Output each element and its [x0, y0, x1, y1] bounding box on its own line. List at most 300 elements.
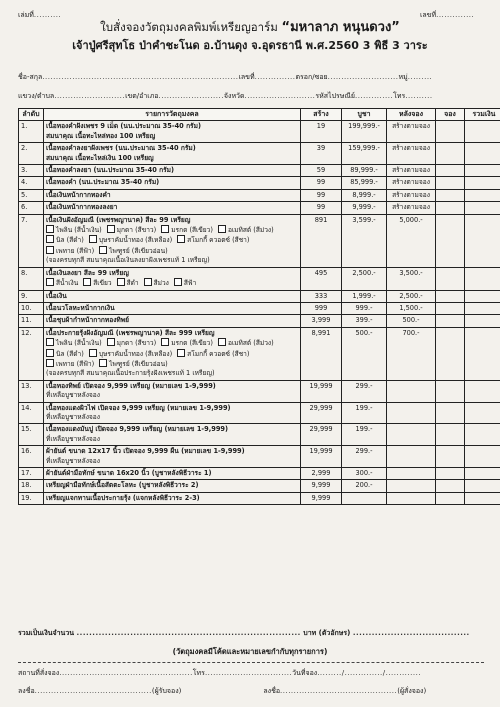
option-checkbox[interactable]: [218, 338, 274, 348]
row-item: [44, 327, 301, 380]
option-label: ไพฑูรย์ (สีเขียวอ่อน): [109, 359, 168, 368]
option-label: ไพฑูรย์ (สีเขียวอ่อน): [109, 246, 168, 255]
table-row: [19, 424, 500, 446]
postcode-label: รหัสไปรษณีย์: [315, 92, 355, 100]
place-label: สถานที่สั่งจอง: [18, 669, 60, 677]
subdistrict-label: แขวง/ตำบล: [18, 92, 55, 100]
checkbox-icon[interactable]: [144, 278, 152, 286]
item-options: [46, 278, 298, 288]
item-line: เนื้อนวโลหะหน้ากากเงิน: [46, 303, 115, 312]
book-number-label: เล่มที่: [18, 11, 34, 19]
place-input[interactable]: .................................................: [59, 669, 193, 677]
postcode-input[interactable]: ..............: [355, 92, 394, 100]
option-label: นิล (สีดำ): [56, 349, 84, 358]
row-after-price: [387, 480, 436, 492]
item-options: [46, 338, 298, 369]
row-total-input[interactable]: [465, 302, 500, 314]
row-total-input[interactable]: [465, 177, 500, 189]
option-label: มรกต (สีเขียว): [171, 339, 213, 348]
subdistrict-input[interactable]: ..........................: [54, 92, 126, 100]
row-total-input[interactable]: [465, 165, 500, 177]
row-booking-input[interactable]: [436, 402, 465, 424]
row-total-input[interactable]: [465, 315, 500, 327]
row-item: [44, 202, 301, 214]
customer-line-2: [18, 91, 482, 102]
item-line: เนื้อเงินหน้ากากทองคำ: [46, 190, 111, 199]
row-number: 12.: [19, 327, 44, 380]
row-quantity: 891: [301, 214, 342, 267]
total-amount-input[interactable]: .......................................................................: [76, 629, 301, 637]
table-header-row: [19, 109, 500, 121]
form-number-label: เลขที่: [420, 11, 437, 19]
checkbox-icon[interactable]: [83, 278, 91, 286]
table-row: [19, 177, 500, 189]
row-price: 500.-: [342, 327, 387, 380]
option-checkbox[interactable]: [46, 235, 84, 245]
option-label: มุกดา (สีขาว): [116, 339, 157, 348]
row-booking-input[interactable]: [436, 327, 465, 380]
row-item: [44, 492, 301, 504]
name-label: ชื่อ-สกุล: [18, 73, 43, 81]
option-checkbox[interactable]: [161, 225, 213, 235]
row-price: 200.-: [342, 480, 387, 492]
item-note: (จองครบทุกสี สมนาคุณเนื้อประกายรุ้งฝังเพชรแท้ 1 เหรียญ): [46, 369, 215, 378]
option-label: สีน้ำเงิน: [56, 279, 79, 288]
row-total-input[interactable]: [465, 143, 500, 165]
row-number: 17.: [19, 468, 44, 480]
row-item: [44, 380, 301, 402]
table-row: [19, 189, 500, 201]
row-item: [44, 402, 301, 424]
row-quantity: 19: [301, 121, 342, 143]
row-after-price: [387, 468, 436, 480]
booker-sign-input[interactable]: ...........................................: [280, 687, 398, 695]
option-label: อเมทิสต์ (สีม่วง): [227, 339, 274, 348]
receiver-sign-label: ลงชื่อ: [18, 687, 35, 695]
row-price: 3,599.-: [342, 214, 387, 267]
table-row: [19, 267, 500, 290]
col-header-book: จอง: [436, 109, 465, 121]
col-header-after: หลังจอง: [387, 109, 436, 121]
row-booking-input[interactable]: [436, 468, 465, 480]
title-prefix: ใบสั่งจองวัตถุมงคลพิมพ์เหรียญอาร์ม: [100, 20, 278, 34]
option-checkbox[interactable]: [144, 278, 169, 288]
option-label: เพทาย (สีฟ้า): [56, 246, 95, 255]
checkbox-icon[interactable]: [46, 338, 54, 346]
row-price: 89,999.-: [342, 165, 387, 177]
row-price: 300.-: [342, 468, 387, 480]
row-booking-input[interactable]: [436, 189, 465, 201]
option-label: มรกต (สีเขียว): [171, 226, 213, 235]
option-checkbox[interactable]: [46, 278, 78, 288]
checkbox-icon[interactable]: [46, 278, 54, 286]
row-total-input[interactable]: [465, 424, 500, 446]
row-price: 199,999.-: [342, 121, 387, 143]
checkbox-icon[interactable]: [117, 278, 125, 286]
row-item: [44, 165, 301, 177]
name-input[interactable]: ........................................................................: [42, 73, 239, 81]
row-quantity: 8,991: [301, 327, 342, 380]
row-quantity: 99: [301, 189, 342, 201]
checkbox-icon[interactable]: [89, 235, 97, 243]
row-item: [44, 468, 301, 480]
row-after-price: สร้างตามจอง: [387, 143, 436, 165]
table-row: [19, 165, 500, 177]
option-checkbox[interactable]: [174, 278, 196, 288]
row-price: 9,999.-: [342, 202, 387, 214]
row-item: [44, 143, 301, 165]
option-checkbox[interactable]: [107, 225, 157, 235]
province-input[interactable]: ..........................: [244, 92, 316, 100]
row-number: 10.: [19, 302, 44, 314]
option-label: บุษราคัมน้ำทอง (สีเหลือง): [98, 349, 173, 358]
row-after-price: [387, 446, 436, 468]
table-row: [19, 492, 500, 504]
row-quantity: 3,999: [301, 315, 342, 327]
checkbox-icon[interactable]: [218, 225, 226, 233]
row-after-price: สร้างตามจอง: [387, 202, 436, 214]
row-number: 7.: [19, 214, 44, 267]
checkbox-icon[interactable]: [46, 225, 54, 233]
row-after-price: สร้างตามจอง: [387, 189, 436, 201]
item-line: เนื้อทองทิพย์ เปิดจอง 9,999 เหรียญ (หมายเลข 1-9,999): [46, 381, 216, 390]
row-total-input[interactable]: [465, 492, 500, 504]
row-booking-input[interactable]: [436, 380, 465, 402]
form-number-field[interactable]: เลขที่..............: [420, 11, 475, 19]
district-label: เขต/อำเภอ: [125, 92, 159, 100]
row-price: 199.-: [342, 424, 387, 446]
row-number: 18.: [19, 480, 44, 492]
row-quantity: 39: [301, 143, 342, 165]
receiver-sign-input[interactable]: ...........................................: [34, 687, 152, 695]
row-booking-input[interactable]: [436, 290, 465, 302]
option-checkbox[interactable]: [177, 349, 249, 359]
row-quantity: 99: [301, 177, 342, 189]
option-checkbox[interactable]: [83, 278, 111, 288]
row-total-input[interactable]: [465, 214, 500, 267]
row-booking-input[interactable]: [436, 424, 465, 446]
row-item: [44, 315, 301, 327]
row-number: 4.: [19, 177, 44, 189]
row-quantity: 29,999: [301, 424, 342, 446]
row-booking-input[interactable]: [436, 214, 465, 267]
row-total-input[interactable]: [465, 480, 500, 492]
item-line: เหรียญแจกทานเนื้อประกายรุ้ง (แจกหลังพิธีวาระ 2-3): [46, 493, 200, 502]
table-row: [19, 380, 500, 402]
option-label: บุษราคัมน้ำทอง (สีเหลือง): [98, 236, 173, 245]
row-item: [44, 214, 301, 267]
row-quantity: 9,999: [301, 492, 342, 504]
item-line: ที่เหลือบูชาหลังจอง: [46, 456, 100, 465]
row-booking-input[interactable]: [436, 267, 465, 290]
row-item: [44, 480, 301, 492]
total-row: [18, 628, 484, 639]
item-line: สมนาคุณ เนื้อทะไหล่ทอง 100 เหรียญ: [46, 131, 156, 140]
row-quantity: 19,999: [301, 380, 342, 402]
item-line: เนื้อทองแดงมันปู เปิดจอง 9,999 เหรียญ (หมายเลข 1-9,999): [46, 425, 229, 434]
table-row: [19, 121, 500, 143]
checkbox-icon[interactable]: [46, 235, 54, 243]
option-checkbox[interactable]: [218, 225, 274, 235]
province-label: จังหวัด: [223, 92, 245, 100]
row-item: [44, 446, 301, 468]
table-row: [19, 290, 500, 302]
item-line: เนื้อเงินลงยา สีละ 99 เหรียญ: [46, 268, 129, 277]
item-line: เนื้อเงินฝังอัญมณี (เพชรพญานาค) สีละ 99 เหรียญ: [46, 215, 191, 224]
item-options: [46, 225, 298, 256]
row-after-price: [387, 380, 436, 402]
row-number: 16.: [19, 446, 44, 468]
row-after-price: 5,000.-: [387, 214, 436, 267]
row-quantity: 9,999: [301, 480, 342, 492]
row-quantity: 19,999: [301, 446, 342, 468]
table-row: [19, 214, 500, 267]
row-after-price: 2,500.-: [387, 290, 436, 302]
item-note: (จองครบทุกสี สมนาคุณเนื้อเงินลงยาฝังเพชรแท้ 1 เหรียญ): [46, 256, 210, 265]
item-line: เนื้อทองคำ (นน.ประมาณ 35-40 กรัม): [46, 178, 160, 187]
row-booking-input[interactable]: [436, 165, 465, 177]
option-label: สีม่วง: [153, 279, 169, 288]
house-no-input[interactable]: ...............: [254, 73, 296, 81]
checkbox-icon[interactable]: [177, 235, 185, 243]
option-checkbox[interactable]: [107, 338, 157, 348]
option-label: ไพลิน (สีน้ำเงิน): [56, 226, 102, 235]
row-price: 399.-: [342, 315, 387, 327]
row-after-price: สร้างตามจอง: [387, 177, 436, 189]
total-label: รวมเป็นเงินจำนวน: [18, 629, 75, 637]
form-subtitle: เจ้าปู่ศรีสุทโธ ป่าคำชะโนด อ.บ้านดุง จ.อุดรธานี พ.ศ.2560 3 พิธี 3 วาระ: [72, 39, 428, 52]
table-row: [19, 327, 500, 380]
form-title: [0, 16, 500, 37]
option-checkbox[interactable]: [46, 246, 94, 256]
item-line: เนื้อทองคำลงยา (นน.ประมาณ 35-40 กรัม): [46, 166, 175, 175]
row-number: 1.: [19, 121, 44, 143]
footer-phone-input[interactable]: ................................: [204, 669, 293, 677]
row-after-price: 3,500.-: [387, 267, 436, 290]
row-booking-input[interactable]: [436, 480, 465, 492]
item-line: เนื้อชุบผ้ากำหน้ากากทองทิพย์: [46, 316, 129, 325]
table-row: [19, 202, 500, 214]
house-no-label: เลขที่: [238, 73, 255, 81]
item-line: ที่เหลือบูชาหลังจอง: [46, 434, 100, 443]
row-total-input[interactable]: [465, 290, 500, 302]
checkbox-icon[interactable]: [46, 349, 54, 357]
table-row: [19, 315, 500, 327]
option-label: สโมกกี้ ควอตซ์ (สีชา): [187, 349, 250, 358]
option-label: สีดำ: [126, 279, 139, 288]
option-checkbox[interactable]: [46, 359, 94, 369]
row-quantity: 29,999: [301, 402, 342, 424]
row-price: 2,500.-: [342, 267, 387, 290]
row-booking-input[interactable]: [436, 315, 465, 327]
option-label: ไพลิน (สีน้ำเงิน): [56, 339, 102, 348]
row-total-input[interactable]: [465, 267, 500, 290]
booker-sign-label: ลงชื่อ: [263, 687, 281, 695]
row-total-input[interactable]: [465, 189, 500, 201]
row-after-price: สร้างตามจอง: [387, 165, 436, 177]
alley-label: ตรอก/ซอย: [295, 73, 328, 81]
row-item: [44, 267, 301, 290]
table-row: [19, 402, 500, 424]
row-total-input[interactable]: [465, 468, 500, 480]
row-total-input[interactable]: [465, 121, 500, 143]
option-checkbox[interactable]: [99, 359, 168, 369]
row-booking-input[interactable]: [436, 446, 465, 468]
book-number-field[interactable]: เล่มที่..........: [18, 11, 62, 19]
checkbox-icon[interactable]: [107, 338, 115, 346]
table-row: [19, 302, 500, 314]
option-checkbox[interactable]: [177, 235, 249, 245]
row-item: [44, 177, 301, 189]
item-line: สมนาคุณ เนื้อทะไหล่เงิน 100 เหรียญ: [46, 153, 154, 162]
checkbox-icon[interactable]: [99, 359, 107, 367]
order-table: [18, 108, 500, 505]
receiver-label: (ผู้รับจอง): [151, 687, 182, 695]
row-quantity: 999: [301, 302, 342, 314]
row-after-price: 500.-: [387, 315, 436, 327]
row-total-input[interactable]: [465, 202, 500, 214]
table-row: [19, 446, 500, 468]
col-header-item: รายการวัตถุมงคล: [44, 109, 301, 121]
row-number: 9.: [19, 290, 44, 302]
row-number: 19.: [19, 492, 44, 504]
row-number: 11.: [19, 315, 44, 327]
option-label: นิล (สีดำ): [56, 236, 84, 245]
row-after-price: 1,500.-: [387, 302, 436, 314]
row-quantity: 333: [301, 290, 342, 302]
checkbox-icon[interactable]: [174, 278, 182, 286]
row-quantity: 2,999: [301, 468, 342, 480]
code-notice: (วัตถุมงคลมีโค้ดและหมายเลขกำกับทุกรายการ): [172, 647, 328, 656]
row-price: 1,999.-: [342, 290, 387, 302]
row-number: 14.: [19, 402, 44, 424]
row-number: 15.: [19, 424, 44, 446]
item-line: ที่เหลือบูชาหลังจอง: [46, 391, 100, 400]
option-checkbox[interactable]: [46, 338, 102, 348]
row-after-price: [387, 492, 436, 504]
row-booking-input[interactable]: [436, 202, 465, 214]
row-price: 999.-: [342, 302, 387, 314]
row-booking-input[interactable]: [436, 492, 465, 504]
footer-line-1: [18, 668, 484, 679]
village-input[interactable]: .........: [407, 73, 433, 81]
option-label: สีฟ้า: [183, 279, 197, 288]
col-header-no: ลำดับ: [19, 109, 44, 121]
checkbox-icon[interactable]: [218, 338, 226, 346]
row-booking-input[interactable]: [436, 143, 465, 165]
item-line: เนื้อทองแดงผิวไฟ เปิดจอง 9,999 เหรียญ (หมายเลข 1-9,999): [46, 403, 231, 412]
checkbox-icon[interactable]: [89, 349, 97, 357]
date-label: วันที่จอง: [292, 669, 318, 677]
option-checkbox[interactable]: [161, 338, 213, 348]
row-after-price: [387, 402, 436, 424]
col-header-qty: สร้าง: [301, 109, 342, 121]
checkbox-icon[interactable]: [99, 246, 107, 254]
footer-line-2: [18, 686, 484, 697]
option-checkbox[interactable]: [46, 225, 102, 235]
option-label: เพทาย (สีฟ้า): [56, 359, 95, 368]
table-row: [19, 468, 500, 480]
cut-line: [18, 662, 484, 663]
checkbox-icon[interactable]: [107, 225, 115, 233]
item-line: เนื้อเงินหน้ากากทองลงยา: [46, 203, 118, 212]
customer-line-1: [18, 72, 482, 83]
table-row: [19, 143, 500, 165]
option-label: มุกดา (สีขาว): [116, 226, 157, 235]
row-price: [342, 492, 387, 504]
row-total-input[interactable]: [465, 327, 500, 380]
option-label: สีเขียว: [93, 279, 112, 288]
checkbox-icon[interactable]: [46, 359, 54, 367]
item-line: ที่เหลือบูชาหลังจอง: [46, 412, 100, 421]
baht-words-input[interactable]: .....................................: [352, 629, 470, 637]
option-checkbox[interactable]: [99, 246, 168, 256]
row-number: 13.: [19, 380, 44, 402]
row-item: [44, 302, 301, 314]
col-header-total: รวมเงิน: [465, 109, 500, 121]
row-price: 199.-: [342, 402, 387, 424]
row-total-input[interactable]: [465, 402, 500, 424]
phone-input[interactable]: ..........: [405, 92, 433, 100]
row-number: 6.: [19, 202, 44, 214]
row-total-input[interactable]: [465, 446, 500, 468]
row-quantity: 495: [301, 267, 342, 290]
row-price: 159,999.-: [342, 143, 387, 165]
col-header-price: บูชา: [342, 109, 387, 121]
checkbox-icon[interactable]: [161, 338, 169, 346]
row-item: [44, 424, 301, 446]
item-line: ผ้ายันต์ฝ่ามือทักษ์ ขนาด 16x20 นิ้ว (บูชาหลังพิธีวาระ 1): [46, 469, 212, 477]
date-input[interactable]: ........./............../.............: [317, 669, 422, 677]
row-number: 5.: [19, 189, 44, 201]
row-price: 299.-: [342, 446, 387, 468]
row-booking-input[interactable]: [436, 302, 465, 314]
option-label: อเมทิสต์ (สีม่วง): [227, 226, 274, 235]
option-checkbox[interactable]: [89, 235, 172, 245]
item-line: เหรียญฝ่ามือทักษ์เนื้อสัตตะโลหะ (บูชาหลังพิธีวาระ 2): [46, 481, 199, 490]
row-number: 8.: [19, 267, 44, 290]
title-name: “มหาลาภ หนุนดวง”: [281, 20, 400, 35]
village-label: หมู่: [398, 73, 408, 81]
row-number: 3.: [19, 165, 44, 177]
alley-input[interactable]: ..........................: [327, 73, 399, 81]
row-total-input[interactable]: [465, 380, 500, 402]
footer-phone-label: โทร: [192, 669, 205, 677]
row-after-price: 700.-: [387, 327, 436, 380]
booker-label: (ผู้สั่งจอง): [397, 687, 427, 695]
option-checkbox[interactable]: [89, 349, 172, 359]
checkbox-icon[interactable]: [46, 246, 54, 254]
item-line: ผ้ายันต์ ขนาด 12x17 นิ้ว เปิดจอง 9,999 ผืน (หมายเลข 1-9,999): [46, 447, 245, 456]
row-after-price: [387, 424, 436, 446]
option-label: สโมกกี้ ควอตซ์ (สีชา): [187, 236, 250, 245]
row-booking-input[interactable]: [436, 177, 465, 189]
checkbox-icon[interactable]: [177, 349, 185, 357]
row-after-price: สร้างตามจอง: [387, 121, 436, 143]
item-line: เนื้อประกายรุ้งฝังอัญมณี (เพชรพญานาค) สีละ 999 เหรียญ: [46, 328, 215, 337]
checkbox-icon[interactable]: [161, 225, 169, 233]
district-input[interactable]: ........................: [158, 92, 224, 100]
item-line: เนื้อทองคำลงยาฝังเพชร (นน.ประมาณ 35-40 กรัม): [46, 144, 196, 153]
baht-label: บาท (ตัวอักษร): [303, 629, 351, 637]
option-checkbox[interactable]: [46, 349, 84, 359]
row-item: [44, 189, 301, 201]
row-item: [44, 121, 301, 143]
option-checkbox[interactable]: [117, 278, 139, 288]
row-item: [44, 290, 301, 302]
row-booking-input[interactable]: [436, 121, 465, 143]
row-price: 85,999.-: [342, 177, 387, 189]
